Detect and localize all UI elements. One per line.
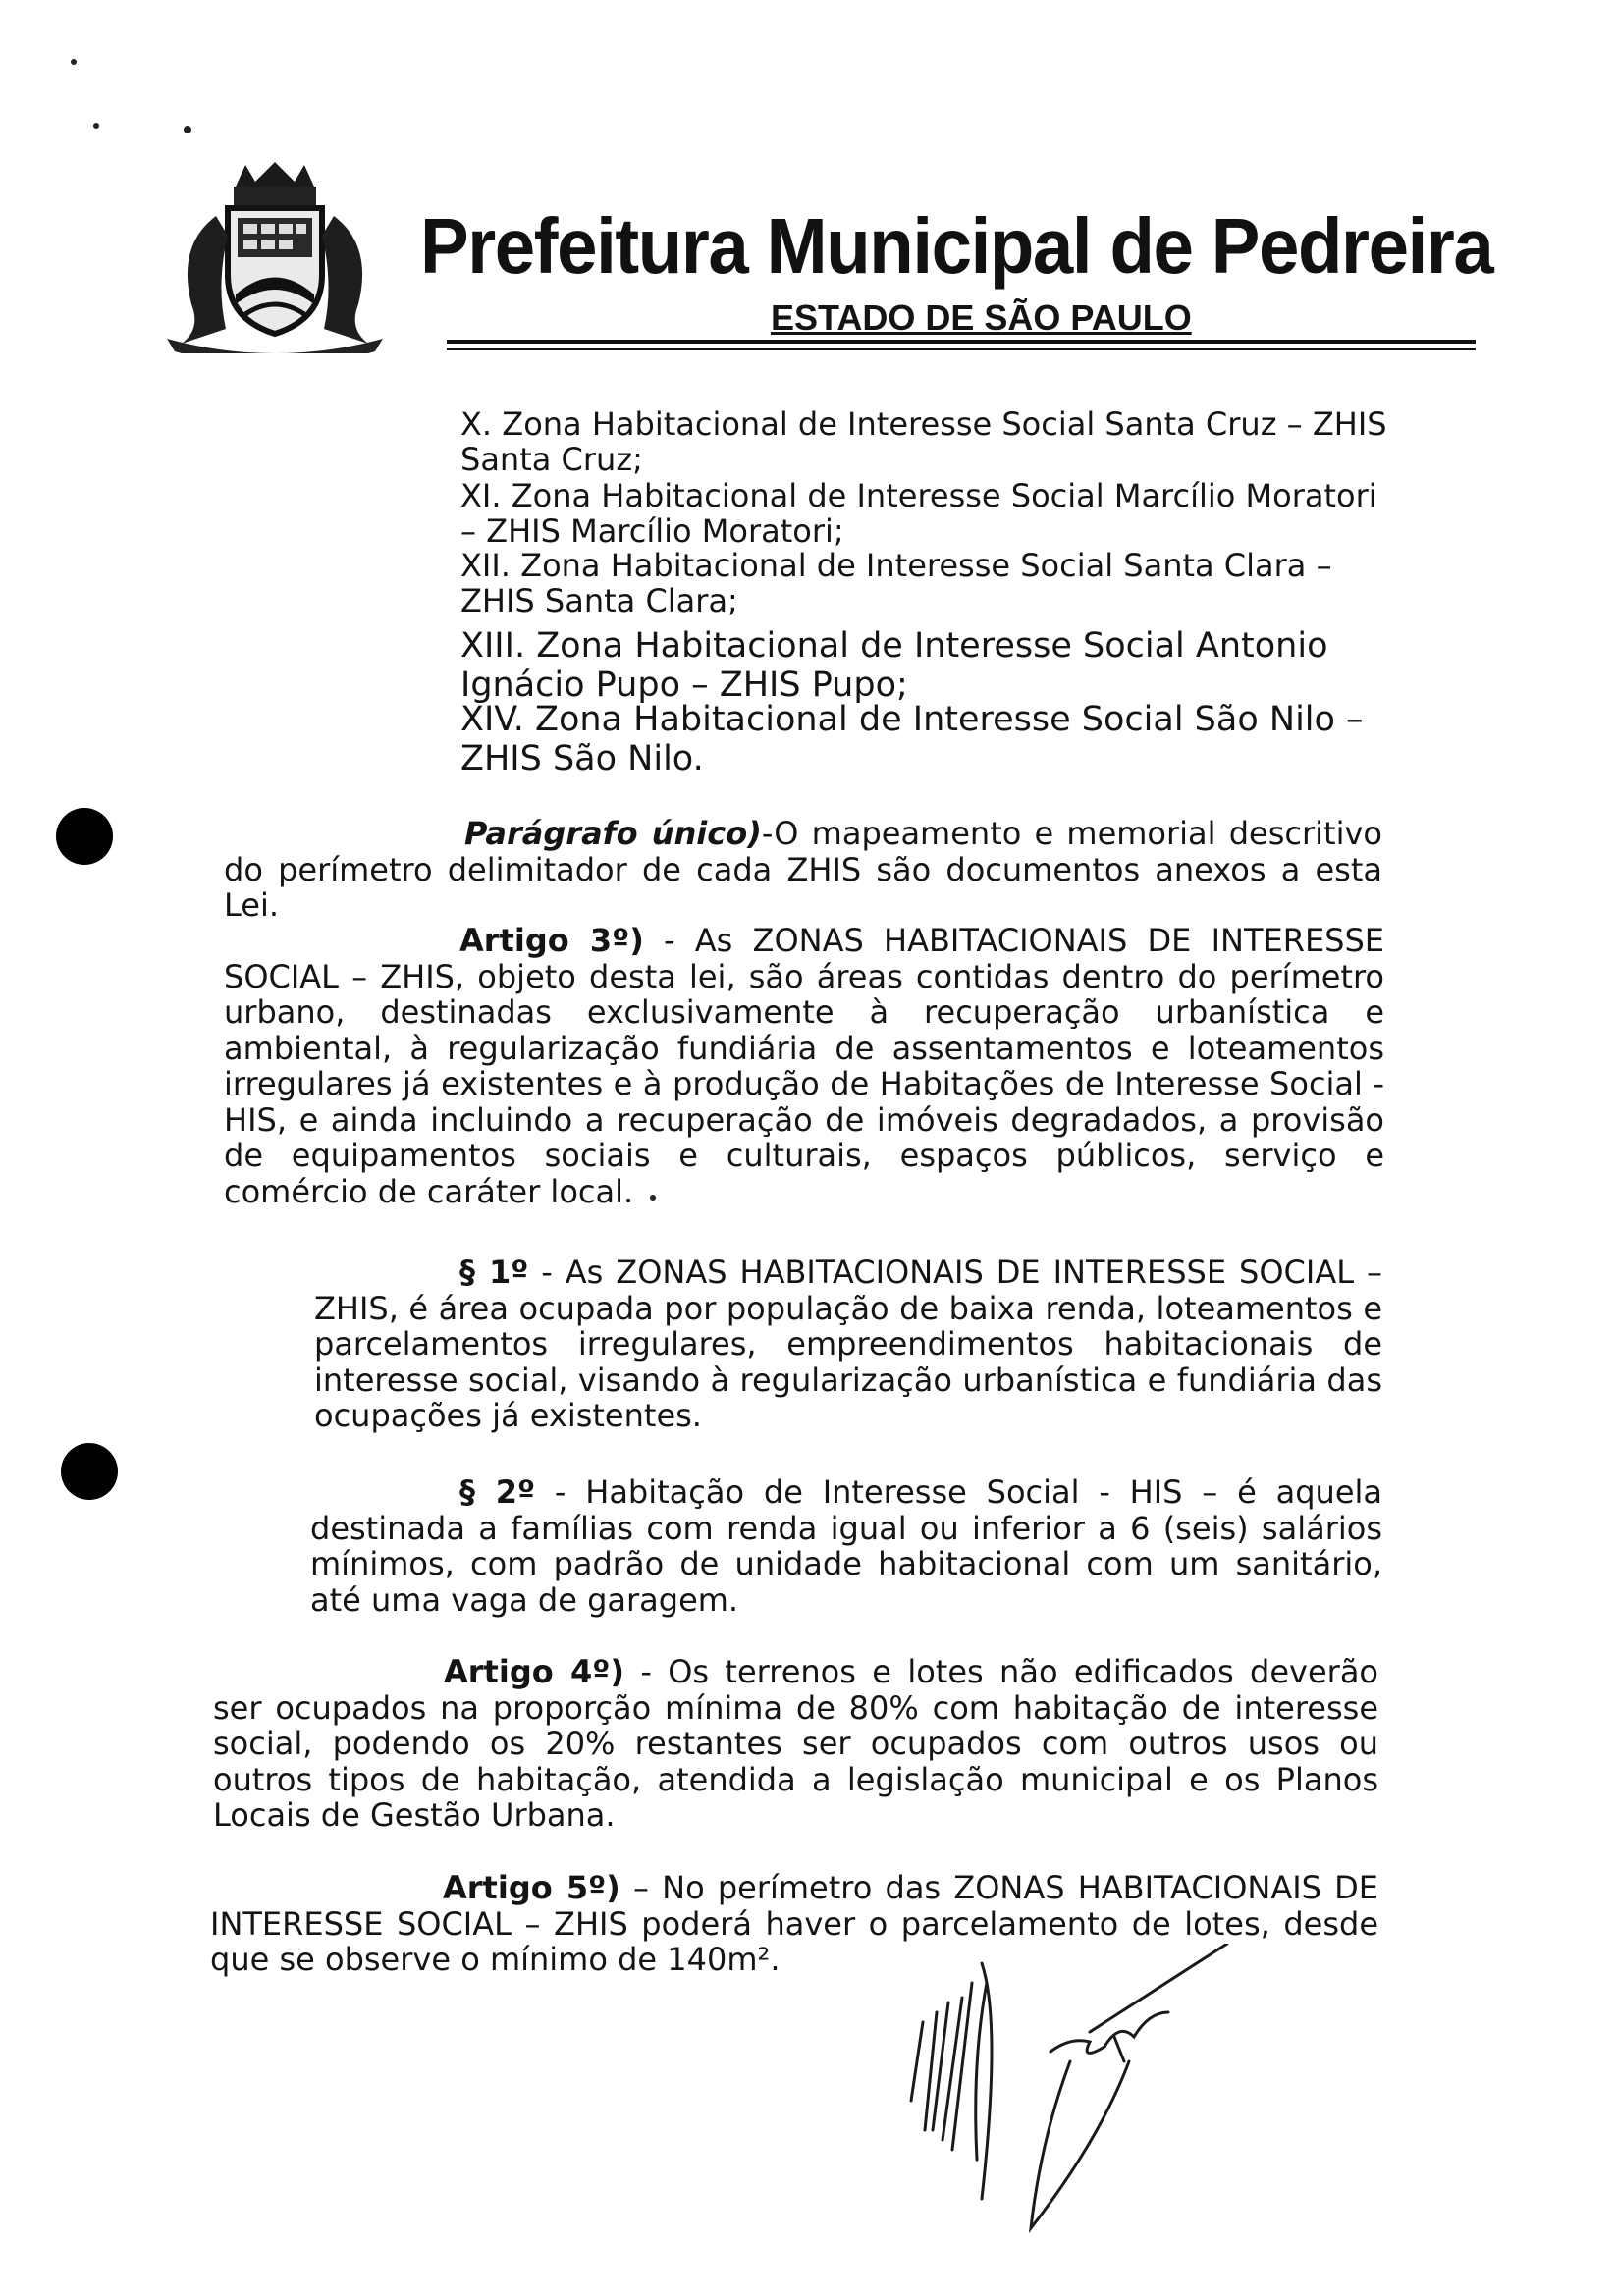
artigo-4-text: - Os terrenos e lotes não edificados deverão ser ocupados na proporção mínima de 80% com habitação de interesse social, podendo os 20% restantes ser ocupados com outros usos ou outros tipos de habitação, atendida a legislação municipal e os Planos Locais de Gestão Urbana. (213, 1653, 1379, 1834)
artigo-5-text: – No perímetro das ZONAS HABITACIONAIS DE INTERESSE SOCIAL – ZHIS poderá haver o parcelamento de lotes, desde que se observe o mínimo de 140m². (210, 1869, 1379, 1978)
artigo-3-label: Artigo 3º) (459, 922, 644, 959)
paragrafo-2 (310, 1474, 1382, 1618)
list-item: X. Zona Habitacional de Interesse Social Santa Cruz – ZHIS Santa Cruz; (460, 405, 1387, 478)
page-subtitle: ESTADO DE SÃO PAULO (771, 297, 1192, 338)
signature (903, 1944, 1257, 2238)
paragrafo-2-text: - Habitação de Interesse Social - HIS – é aquela destinada a famílias com renda igual ou inferior a 6 (seis) salários mínimos, com padrão de unidade habitacional com um sanitário, até uma vaga de garagem. (310, 1473, 1383, 1619)
header-rule (447, 340, 1476, 344)
scan-mark (71, 59, 77, 65)
artigo-3-text: - As ZONAS HABITACIONAIS DE INTERESSE SOCIAL – ZHIS, objeto desta lei, são áreas contidas dentro do perímetro urbano, destinadas exclusivamente à recuperação urbanística e ambiental, à regularização fundiária de assentamentos e loteamentos irregulares já existentes e à produção de Habitações de Interesse Social - HIS, e ainda incluindo a recuperação de imóveis degradados, a provisão de equipamentos sociais e culturais, espaços públicos, serviço e comércio de caráter local. (224, 922, 1385, 1210)
paragrafo-1-label: § 1º (459, 1254, 529, 1291)
coat-of-arms-icon (157, 157, 393, 353)
list-item: XII. Zona Habitacional de Interesse Social Santa Clara – ZHIS Santa Clara; (460, 547, 1332, 619)
artigo-3 (224, 923, 1384, 1209)
paragrafo-unico-label: Parágrafo único) (464, 815, 762, 852)
artigo-4 (213, 1654, 1378, 1834)
header-rule (447, 348, 1476, 350)
punch-hole (56, 808, 113, 865)
page-title: Prefeitura Municipal de Pedreira (420, 202, 1493, 290)
scan-mark (93, 123, 99, 129)
paragrafo-unico-text: -O mapeamento e memorial descritivo do perímetro delimitador de cada ZHIS são documentos anexos a esta Lei. (224, 815, 1383, 924)
paragrafo-unico (224, 816, 1382, 924)
list-item: XI. Zona Habitacional de Interesse Social Marcílio Moratori – ZHIS Marcílio Moratori; (460, 477, 1377, 550)
list-item: XIII. Zona Habitacional de Interesse Social Antonio Ignácio Pupo – ZHIS Pupo; (460, 626, 1328, 705)
artigo-5-label: Artigo 5º) (443, 1869, 620, 1906)
paragrafo-2-label: § 2º (459, 1473, 536, 1511)
paragrafo-1-text: - As ZONAS HABITACIONAIS DE INTERESSE SOCIAL – ZHIS, é área ocupada por população de baixa renda, loteamentos e parcelamentos irregulares, empreendimentos habitacionais de interesse social, visando à regularização urbanística e fundiária das ocupações já existentes. (314, 1254, 1383, 1434)
list-item: XIV. Zona Habitacional de Interesse Social São Nilo – ZHIS São Nilo. (460, 700, 1364, 778)
artigo-4-label: Artigo 4º) (444, 1653, 624, 1690)
punch-hole (61, 1443, 118, 1500)
paragrafo-1 (314, 1255, 1382, 1434)
scan-mark (184, 126, 191, 133)
